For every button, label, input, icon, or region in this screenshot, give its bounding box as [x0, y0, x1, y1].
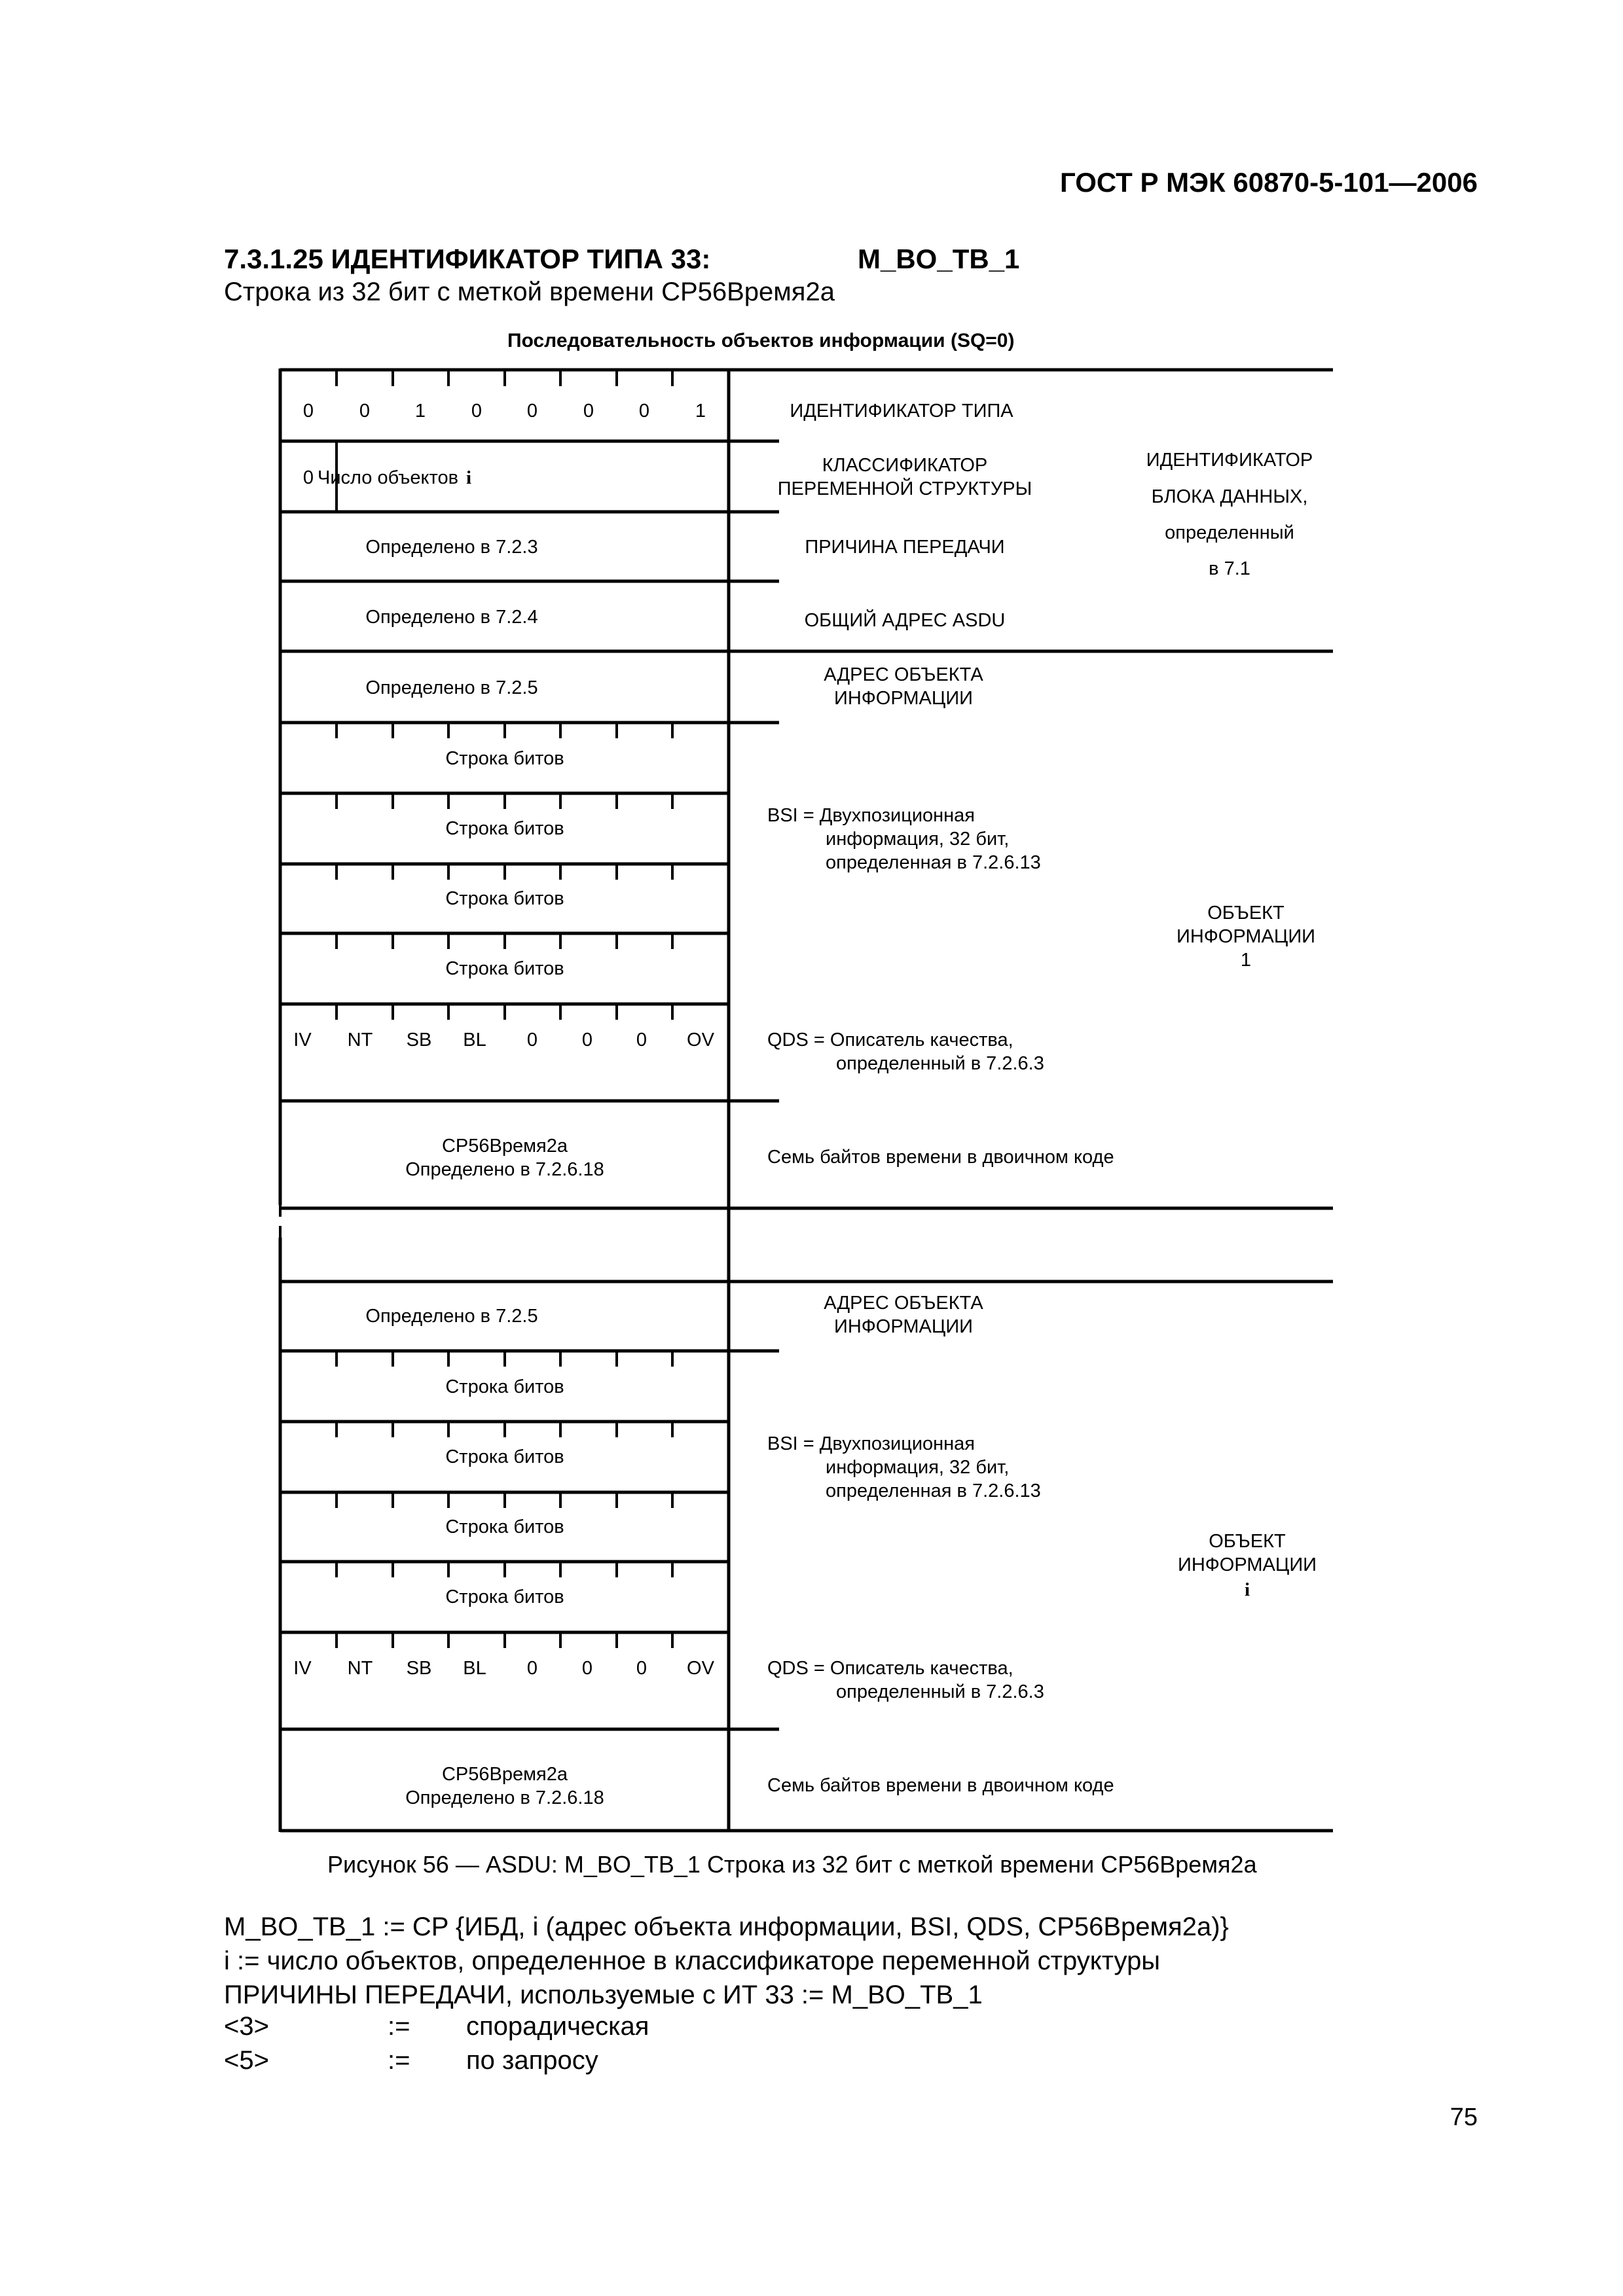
duid-1: ИДЕНТИФИКАТОР — [1146, 450, 1313, 471]
bitstring: Строка битов — [445, 1587, 564, 1607]
ioa-label-1: АДРЕС ОБЪЕКТА — [824, 664, 983, 685]
vsq-i: i — [465, 467, 472, 488]
qds-2: определенный в 7.2.6.3 — [836, 1681, 1044, 1702]
vsq-label-1: КЛАССИФИКАТОР — [822, 455, 988, 476]
section-type-code: M_BO_TB_1 — [858, 243, 1020, 274]
qds-1: QDS = Описатель качества, — [767, 1658, 1013, 1679]
qds-bit: OV — [687, 1030, 714, 1050]
cause-op: := — [388, 2012, 410, 2041]
ioa-text: Определено в 7.2.5 — [365, 1306, 538, 1327]
page-number: 75 — [1450, 2104, 1478, 2131]
obji-2: ИНФОРМАЦИИ — [1177, 1554, 1317, 1575]
qds-bit: SB — [406, 1658, 432, 1679]
type-id-label: ИДЕНТИФИКАТОР ТИПА — [790, 401, 1013, 422]
section-title: 7.3.1.25 ИДЕНТИФИКАТОР ТИПА 33: — [224, 243, 711, 274]
document-header: ГОСТ Р МЭК 60870-5-101—2006 — [1059, 167, 1478, 198]
obj1-2: ИНФОРМАЦИИ — [1176, 926, 1316, 947]
common-address-text: Определено в 7.2.4 — [365, 607, 538, 628]
qds-bit: IV — [293, 1658, 312, 1679]
type-bit: 0 — [302, 401, 314, 422]
type-bit: 0 — [638, 401, 650, 422]
qds-bit: 0 — [636, 1030, 647, 1050]
type-bit: 0 — [471, 401, 483, 422]
bsi-2: информация, 32 бит, — [826, 829, 1010, 850]
ioa-label-2: ИНФОРМАЦИИ — [833, 688, 974, 709]
formula-line-2: i := число объектов, определенное в классификаторе переменной структуры — [224, 1946, 1161, 1975]
duid-4: в 7.1 — [1209, 558, 1250, 579]
duid-2: БЛОКА ДАННЫХ, — [1151, 486, 1308, 507]
qds-bit: BL — [463, 1658, 486, 1679]
sequence-title: Последовательность объектов информации (SQ=0) — [507, 330, 1015, 351]
vsq-label-2: ПЕРЕМЕННОЙ СТРУКТУРЫ — [777, 478, 1032, 499]
obj1-1: ОБЪЕКТ — [1207, 903, 1285, 924]
bsi-3: определенная в 7.2.6.13 — [826, 1480, 1041, 1501]
formula-line-1: M_BO_TB_1 := CP {ИБД, i (адрес объекта информации, BSI, QDS, CP56Время2а)} — [224, 1912, 1229, 1941]
qds-2: определенный в 7.2.6.3 — [836, 1053, 1044, 1074]
type-bit: 1 — [414, 401, 426, 422]
bitstring: Строка битов — [445, 888, 564, 909]
ioa-label-2: ИНФОРМАЦИИ — [833, 1316, 974, 1337]
bitstring: Строка битов — [445, 958, 564, 979]
cause-code: <5> — [224, 2046, 269, 2075]
qds-bit: NT — [347, 1658, 373, 1679]
type-bit: 0 — [526, 401, 538, 422]
ioa-label-1: АДРЕС ОБЪЕКТА — [824, 1293, 983, 1314]
type-bit: 1 — [695, 401, 706, 422]
figure-caption: Рисунок 56 — ASDU: M_BO_TB_1 Строка из 32 бит с меткой времени CP56Время2а — [327, 1851, 1257, 1878]
ioa-text: Определено в 7.2.5 — [365, 677, 538, 698]
bsi-3: определенная в 7.2.6.13 — [826, 852, 1041, 873]
qds-bit: IV — [293, 1030, 312, 1050]
bitstring: Строка битов — [445, 1446, 564, 1467]
cot-label: ПРИЧИНА ПЕРЕДАЧИ — [805, 537, 1005, 558]
bitstring: Строка битов — [445, 1376, 564, 1397]
qds-bit: 0 — [636, 1658, 647, 1679]
time-2: Определено в 7.2.6.18 — [405, 1787, 604, 1808]
qds-bit: 0 — [526, 1658, 538, 1679]
qds-bit: 0 — [581, 1658, 593, 1679]
time-label: Семь байтов времени в двоичном коде — [767, 1147, 1114, 1168]
qds-bit: 0 — [581, 1030, 593, 1050]
qds-bit: SB — [406, 1030, 432, 1050]
obji-3: i — [1244, 1579, 1250, 1600]
qds-1: QDS = Описатель качества, — [767, 1030, 1013, 1050]
obji-1: ОБЪЕКТ — [1209, 1531, 1286, 1552]
formula-line-3: ПРИЧИНЫ ПЕРЕДАЧИ, используемые с ИТ 33 := M_BO_TB_1 — [224, 1981, 983, 2009]
duid-3: определенный — [1165, 522, 1294, 543]
bitstring: Строка битов — [445, 818, 564, 839]
obj1-3: 1 — [1240, 950, 1252, 971]
cause-op: := — [388, 2046, 410, 2075]
qds-bit: OV — [687, 1658, 714, 1679]
vsq-count: Число объектов — [318, 467, 458, 488]
type-bit: 0 — [359, 401, 371, 422]
cause-text: спорадическая — [466, 2012, 649, 2041]
time-label: Семь байтов времени в двоичном коде — [767, 1775, 1114, 1796]
time-1: CP56Время2а — [441, 1136, 568, 1157]
bsi-2: информация, 32 бит, — [826, 1457, 1010, 1478]
vsq-sq-bit: 0 — [302, 467, 314, 488]
qds-bit: BL — [463, 1030, 486, 1050]
section-subtitle: Строка из 32 бит с меткой времени CP56Время2а — [224, 278, 835, 306]
qds-bit: NT — [347, 1030, 373, 1050]
bitstring: Строка битов — [445, 1516, 564, 1537]
cot-text: Определено в 7.2.3 — [365, 537, 538, 558]
bsi-1: BSI = Двухпозиционная — [767, 805, 976, 826]
formula-block — [224, 1910, 1229, 2012]
cause-code: <3> — [224, 2012, 269, 2041]
bsi-1: BSI = Двухпозиционная — [767, 1433, 976, 1454]
time-2: Определено в 7.2.6.18 — [405, 1159, 604, 1180]
type-bit: 0 — [583, 401, 594, 422]
common-address-label: ОБЩИЙ АДРЕС ASDU — [804, 610, 1006, 631]
qds-bit: 0 — [526, 1030, 538, 1050]
time-1: CP56Время2а — [441, 1764, 568, 1785]
cause-text: по запросу — [466, 2046, 598, 2075]
bitstring: Строка битов — [445, 748, 564, 769]
